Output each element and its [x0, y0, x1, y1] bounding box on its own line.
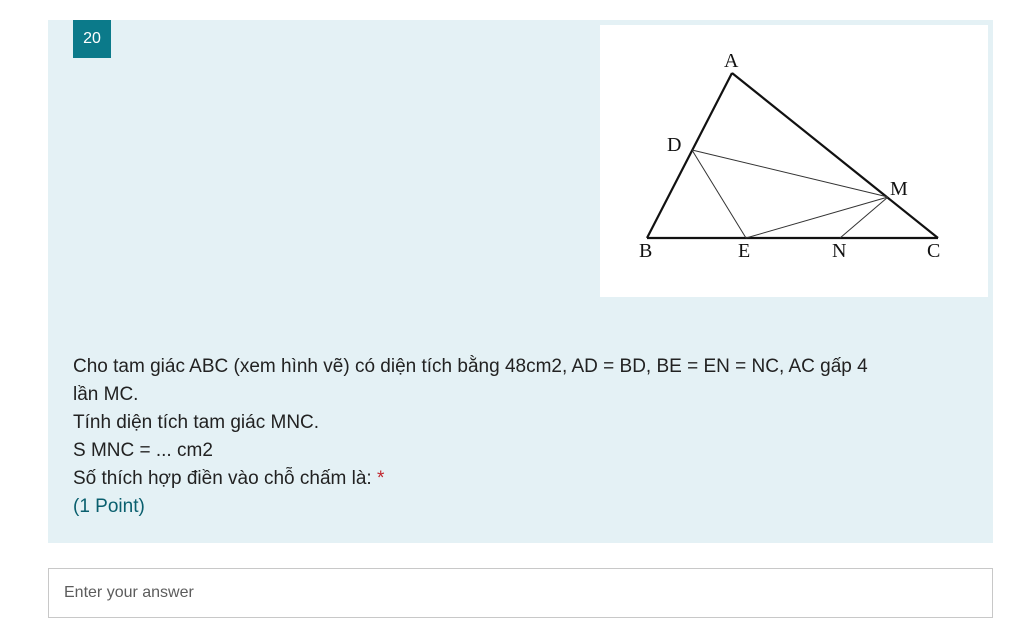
label-n: N — [832, 240, 847, 262]
question-line-2: lần MC. — [73, 384, 139, 405]
question-prompt: Số thích hợp điền vào chỗ chấm là: — [73, 468, 372, 489]
question-line-1: Cho tam giác ABC (xem hình vẽ) có diện tích bằng 48cm2, AD = BD, BE = EN = NC, AC gấp 4 — [73, 356, 868, 377]
answer-input[interactable] — [49, 569, 992, 617]
question-line-3: Tính diện tích tam giác MNC. — [73, 412, 320, 433]
label-a: A — [724, 50, 739, 72]
segment-de — [692, 150, 746, 238]
segment-ab — [647, 73, 732, 238]
question-number-badge: 20 — [73, 20, 111, 58]
answer-field-container — [48, 568, 993, 618]
segment-nm — [840, 197, 888, 238]
label-m: M — [890, 178, 908, 200]
triangle-diagram — [600, 25, 988, 297]
required-marker: * — [376, 468, 385, 489]
question-points: (1 Point) — [73, 496, 145, 517]
question-line-5 — [73, 465, 973, 493]
question-text — [73, 353, 973, 521]
label-d: D — [667, 134, 682, 156]
label-b: B — [639, 240, 653, 262]
geometry-figure — [600, 25, 988, 297]
question-card — [48, 20, 993, 543]
segment-ac — [732, 73, 938, 238]
question-line-4: S MNC = ... cm2 — [73, 440, 213, 461]
segment-em — [746, 197, 888, 238]
label-c: C — [927, 240, 941, 262]
label-e: E — [738, 240, 751, 262]
